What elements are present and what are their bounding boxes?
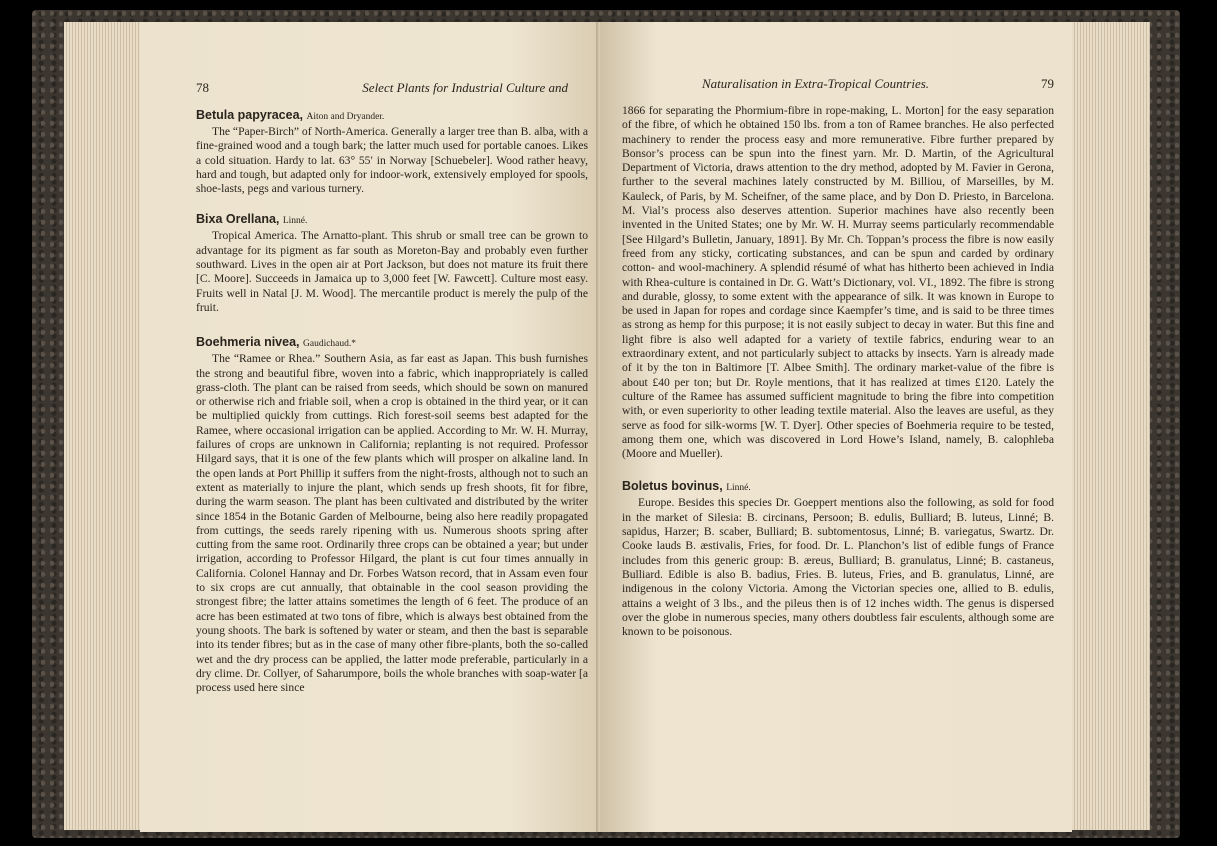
- entry-text: The “Ramee or Rhea.” Southern Asia, as far east as Japan. This bush furnishes the strong and beautiful fibre, woven into a fabric, which inappropriately is called grass-cloth. The plant can be raised from seeds, which should be sown on manured or otherwise rich and friable soil, when a crop is obtained in the third year, or it can be multiplied quickly from cuttings. Rich forest-soil seems best adapted for the Ramee, where occasional irrigation can be applied. According to Mr. W. H. Murray, failures of crops are unknown in California; replanting is not required. Professor Hilgard says, that it is one of the few plants which will prosper on alkaline land. In the open lands at Port Phillip it suffers from the night-frosts, although not to such an extent as materially to injure the plant, which sends up fresh shoots, fit for fibre, during the warm season. The plant has been cultivated and distributed by the writer since 1854 in the Botanic Garden of Melbourne, being also here readily propagated from cuttings, the seeds rarely ripening with us. Numerous shoots spring after cutting from the same root. Ordinarily three crops can be obtained a year; but under irrigation, according to Professor Hilgard, the plant is cut four times annually in California. Colonel Hannay and Dr. Forbes Watson record, that in Assam even four to six crops are cut annually, that obtainable in the cool season providing the strongest fibre; the latter attains sometimes the length of 6 feet. The produce of an acre has been estimated at two tons of fibre, which is always best obtained from the young shoots. The bark is softened by water or steam, and then the bast is separable into its tender fibres; but as in the case of many other fibre-plants, both the so-called wet and the dry process can be applied, the latter mode preferable, particularly in a dry clime. Dr. Collyer, of Saharumpore, boils the whole branches with soap-water [a process used here since: [196, 352, 588, 695]
- entry-text: The “Paper-Birch” of North-America. Generally a larger tree than B. alba, with a fine-grained wood and a tough bark; the latter much used for portable canoes. Likes a cold situation. Hardy to lat. 63° 55′ in Norway [Schuebeler]. Wood rather heavy, hard and tough, but adapted only for indoor-work, extensively employed for spools, shoe-lasts, pegs and various turnery.: [196, 125, 588, 196]
- entry-text: Europe. Besides this species Dr. Goeppert mentions also the following, as sold for food in the market of Silesia: B. circinans, Persoon; B. edulis, Bulliard; B. luteus, Linné; B. sapidus, Harzer; B. scaber, Bulliard; B. subtomentosus, Linné; B. variegatus, Swartz. Dr. Cooke lauds B. æstivalis, Fries, for food. Dr. L. Planchon’s list of edible fungs of France includes from this generic group: B. æreus, Bulliard; B. granulatus, Linné; B. castaneus, Bulliard. Edible is also B. badius, Fries. B. luteus, Fries, and B. granulatus, Linné, are indigenous in the colony Victoria. Among the Victorian species one, allied to B. edulis, attains a weight of 3 lbs., and the pileus then is of 12 inches width. The genus is dispersed over the globe in numerous species, many others doubtless fair esculents, although some are known to be poisonous.: [622, 496, 1054, 639]
- left-running-title: Select Plants for Industrial Culture and: [362, 80, 568, 95]
- right-page-edges: [1072, 22, 1150, 830]
- entry-heading: [622, 479, 1054, 493]
- species-authority: Linné.: [726, 483, 751, 494]
- entry-heading: [196, 335, 588, 349]
- species-authority: Aiton and Dryander.: [306, 112, 385, 122]
- left-page-edges: [64, 22, 140, 830]
- entry-boehmeria: [196, 335, 588, 695]
- species-authority: Gaudichaud.*: [303, 339, 357, 350]
- right-running-title: Naturalisation in Extra-Tropical Countries.: [702, 76, 930, 91]
- left-page-number: 78: [196, 80, 209, 95]
- right-page: [600, 22, 1072, 832]
- entry-heading: [196, 212, 588, 226]
- species-name: Bixa Orellana,: [196, 212, 280, 227]
- species-authority: Linné.: [282, 216, 308, 227]
- right-running-head: [622, 76, 1054, 92]
- left-page: [140, 22, 600, 832]
- entry-bixa: [196, 212, 588, 315]
- entry-heading: [196, 108, 588, 122]
- right-page-number: 79: [1041, 76, 1054, 91]
- entry-betula: [196, 108, 588, 196]
- species-name: Boehmeria nivea,: [196, 335, 300, 350]
- entry-boletus: [622, 479, 1054, 639]
- species-name: Betula papyracea,: [196, 108, 303, 122]
- left-running-head: [196, 80, 588, 96]
- entry-text: Tropical America. The Arnatto-plant. This shrub or small tree can be grown to advantage for its pigment as far south as Moreton-Bay and probably even further southward. Lives in the open air at Port Jackson, but does not mature its fruit there [C. Moore]. Succeeds in Jamaica up to 3,000 feet [W. Fawcett]. Culture most easy. Fruits well in Natal [J. M. Wood]. The mercantile product is merely the pulp of the fruit.: [196, 229, 588, 314]
- continuation-text: 1866 for separating the Phormium-fibre in rope-making, L. Morton] for the easy separation of the fibre, of which he obtained 150 lbs. from a ton of Ramee branches. He also perfected machinery to render the process easy and more remunerative. Fibre further prepared by Bonsor’s process can be spun into the finest yarn. Mr. D. Martin, of the Agricultural Department of Victoria, draws attention to the dry method, adopted by M. Favier in Gerona, further to the several machines lately constructed by M. Billiou, of Marseilles, by M. Kauleck, of Paris, by M. Scheifner, of the same place, and by Don D. Priesto, in Barcelona. M. Vial’s process also deserves attention. Superior machines have also recently been invented in the United States; one by Mr. W. H. Murray seems particularly recommendable [See Hilgard’s Bulletin, January, 1891]. By Mr. Ch. Toppan’s process the fibre is now easily freed from any sticky, corticating substances, and can be spun and carded by ordinary cotton- and wool-machinery. A splendid résumé of what has hitherto been achieved in India with Rhea-culture is contained in Dr. G. Watt’s Dictionary, vol. VI., 1892. The fibre is strong and durable, glossy, to some extent with the appearance of silk. It was known in Europe to be used in Japan for ropes and cordage since Kaempfer’s time, and is said to be three times as strong as hemp for this purpose; it is not easily subject to decay in water. But this fine and light fibre is also well adapted for a variety of textile fabrics, enduring wear to an extraordinary extent, and not particularly subject to attacks by insects. Yarn is already made of it by the ton in Baltimore [T. Albee Smith]. The ordinary market-value of the fibre is about £40 per ton; but Dr. Royle mentions, that it has realized at times £120. Lately the culture of the Ramee has assumed sufficient magnitude to bring the fibre into competition with, or even superiority to other leading textile material. Also the leaves are useful, as they serve as food for silk-worms [W. T. Dyer]. Other species of Boehmeria require to be tested, among them one, which was discovered in Lord Howe’s Island, namely, B. calophleba (Moore and Mueller).: [622, 104, 1054, 461]
- species-name: Boletus bovinus,: [622, 479, 723, 494]
